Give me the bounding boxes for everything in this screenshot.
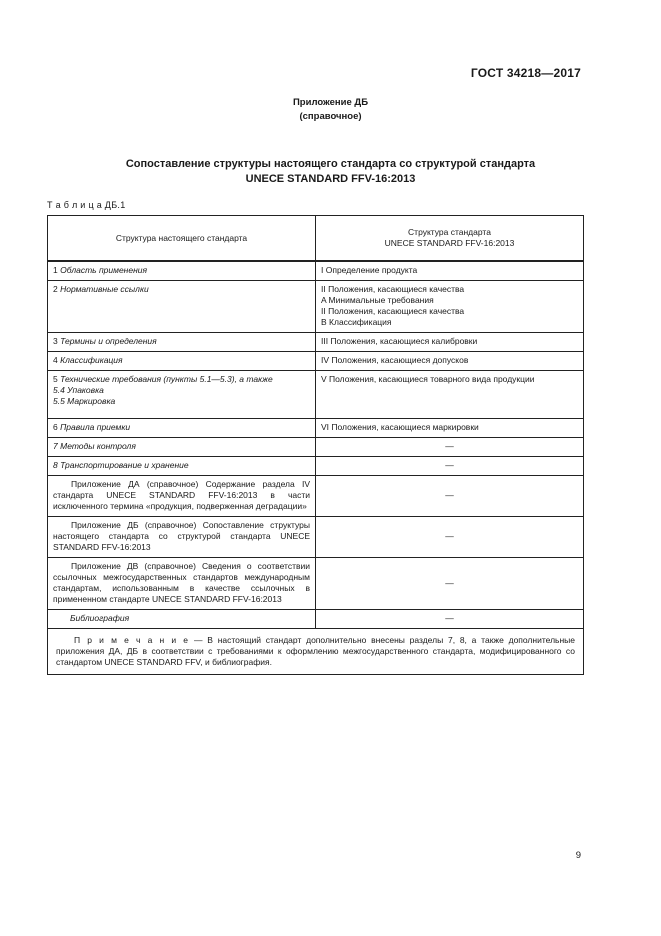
row-left: Приложение ДВ (справочное) Сведения о соответствии ссылочных межгосударственных стандартов международным стандартам, использованным в качестве ссылочных в примененном стандарте UNECE STANDARD FFV-16:2013 [48, 558, 316, 610]
col2-header-line2: UNECE STANDARD FFV-16:2013 [384, 238, 515, 248]
main-title [0, 157, 661, 187]
row-right: — [316, 558, 584, 610]
row-left-text: Классификация [60, 355, 123, 365]
row-left [48, 419, 316, 438]
row-left-text: Технические требования (пункты 5.1—5.3), а также [60, 374, 273, 384]
row-number: 8 [53, 460, 58, 470]
row-left: Приложение ДА (справочное) Содержание раздела IV стандарта UNECE STANDARD FFV-16:2013 в части исключенного термина «продукция, подверженная деградации» [48, 476, 316, 517]
table-row [48, 419, 584, 438]
row-right-line: A Минимальные требования [321, 295, 434, 305]
row-left-sub: 5.5 Маркировка [53, 396, 116, 406]
comparison-table [47, 215, 584, 675]
table-note-row [48, 629, 584, 675]
document-code: ГОСТ 34218—2017 [470, 66, 581, 80]
row-left-text: Правила приемки [60, 422, 131, 432]
main-title-line1: Сопоставление структуры настоящего стандарта со структурой стандарта [125, 158, 536, 170]
table-row [48, 261, 584, 281]
table-row [48, 517, 584, 558]
row-right: V Положения, касающиеся товарного вида продукции [316, 371, 584, 419]
row-right: VI Положения, касающиеся маркировки [316, 419, 584, 438]
col2-header-line1: Структура стандарта [408, 227, 491, 237]
row-right: III Положения, касающиеся калибровки [316, 333, 584, 352]
row-number: 4 [53, 355, 58, 365]
note-text: — В настоящий стандарт дополнительно внесены разделы 7, 8, а также дополнительные приложения ДА, ДБ в соответствии с требованиями к оформлению межгосударственного стандарта, модифицированного со стандартом UNECE STANDARD FFV, и библиография. [56, 635, 575, 667]
row-left [48, 457, 316, 476]
table-row [48, 610, 584, 629]
row-number: 7 [53, 441, 58, 451]
row-left-sub: 5.4 Упаковка [53, 385, 104, 395]
table-row [48, 371, 584, 419]
table-row [48, 352, 584, 371]
note-label: П р и м е ч а н и е [74, 635, 190, 645]
row-left-text: Нормативные ссылки [60, 284, 149, 294]
table-note [48, 629, 584, 675]
row-left [48, 371, 316, 419]
row-left-text: Методы контроля [60, 441, 136, 451]
row-left-text: Термины и определения [60, 336, 157, 346]
row-right [316, 281, 584, 333]
row-left [48, 333, 316, 352]
table-row [48, 333, 584, 352]
table-row [48, 457, 584, 476]
row-left [48, 438, 316, 457]
row-right: I Определение продукта [316, 261, 584, 281]
annex-subtitle: (справочное) [299, 111, 362, 122]
row-right-line: II Положения, касающиеся качества [321, 284, 465, 294]
row-right: — [316, 610, 584, 629]
row-number: 5 [53, 374, 58, 384]
row-number: 3 [53, 336, 58, 346]
row-right: — [316, 517, 584, 558]
row-right: — [316, 438, 584, 457]
row-right: IV Положения, касающиеся допусков [316, 352, 584, 371]
annex-title: Приложение ДБ [292, 97, 369, 108]
row-left-text: Транспортирование и хранение [60, 460, 189, 470]
table-row [48, 438, 584, 457]
row-left: Библиография [48, 610, 316, 629]
row-number: 6 [53, 422, 58, 432]
annex-heading [0, 96, 661, 124]
row-left-text: Область применения [60, 265, 148, 275]
page-number: 9 [575, 850, 581, 861]
row-number: 1 [53, 265, 58, 275]
table-header-row [48, 216, 584, 262]
table-row [48, 558, 584, 610]
row-number: 2 [53, 284, 58, 294]
row-left [48, 281, 316, 333]
table-label: Т а б л и ц а ДБ.1 [47, 200, 126, 210]
col1-header: Структура настоящего стандарта [48, 216, 316, 262]
row-left [48, 261, 316, 281]
row-left: Приложение ДБ (справочное) Сопоставление структуры настоящего стандарта со структурой стандарта UNECE STANDARD FFV-16:2013 [48, 517, 316, 558]
row-right-line: B Классификация [321, 317, 392, 327]
row-left [48, 352, 316, 371]
row-right: — [316, 476, 584, 517]
table-row [48, 476, 584, 517]
row-right-line: II Положения, касающиеся качества [321, 306, 465, 316]
col2-header [316, 216, 584, 262]
main-title-line2: UNECE STANDARD FFV-16:2013 [245, 173, 416, 185]
table-row [48, 281, 584, 333]
row-right: — [316, 457, 584, 476]
